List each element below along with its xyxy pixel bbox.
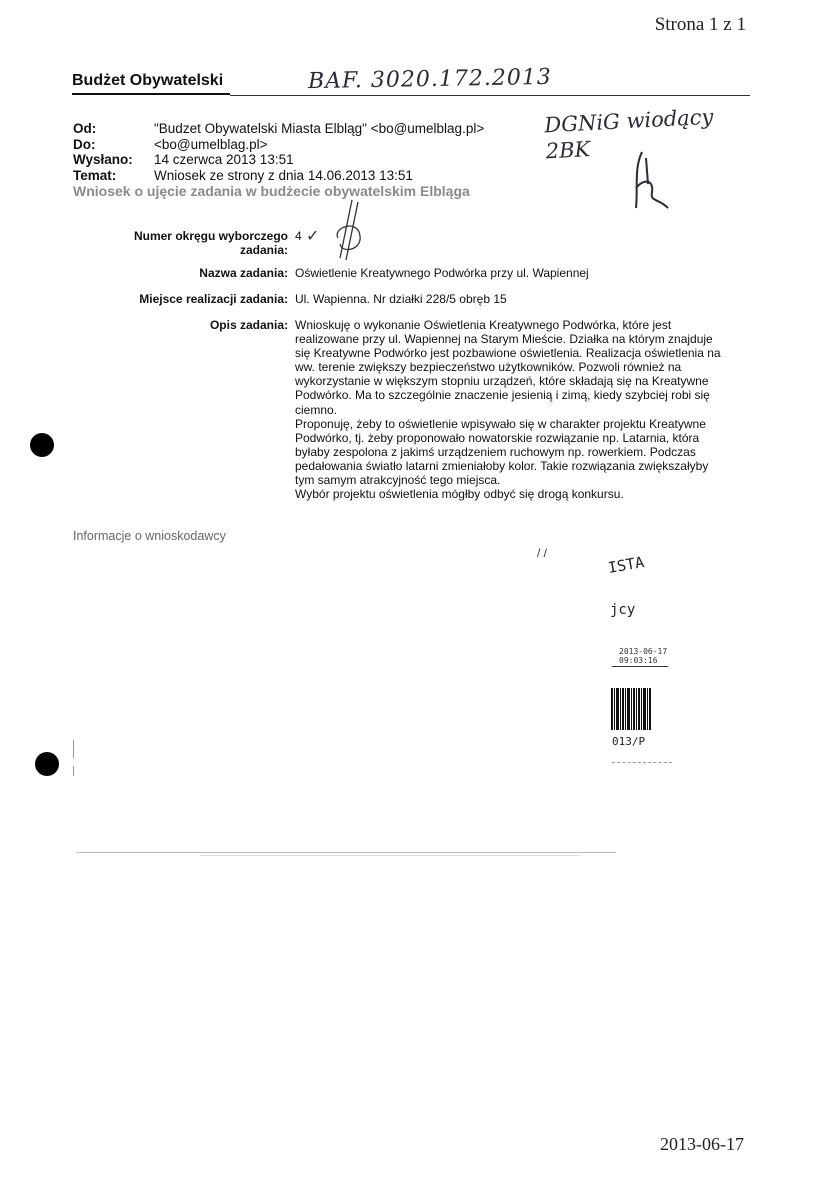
stamp-date bbox=[619, 647, 667, 665]
description-line: realizowane przy ul. Wapiennej na Starym Mieście. Działka na którym znajduje bbox=[295, 332, 713, 347]
form-title: Wniosek o ujęcie zadania w budżecie obywatelskim Elbląga bbox=[73, 183, 470, 199]
task-description-label: Opis zadania: bbox=[209, 318, 288, 332]
stamp-code: 013/P bbox=[612, 735, 646, 748]
description-line: Wnioskuję o wykonanie Oświetlenia Kreatywnego Podwórka, które jest bbox=[295, 318, 672, 332]
stamp-fragment: jcy bbox=[610, 602, 636, 618]
scan-marks bbox=[73, 740, 76, 784]
punch-hole bbox=[35, 752, 59, 776]
email-from-label: Od: bbox=[73, 121, 97, 136]
email-sent-label: Wysłano: bbox=[73, 152, 133, 167]
page-number: Strona 1 z 1 bbox=[654, 14, 746, 35]
description-line: Podwórko. Ma to szczególnie znaczenie jesienią i zimą, kiedy szybciej robi się bbox=[295, 388, 710, 403]
email-from-row bbox=[73, 121, 484, 137]
print-date: 2013-06-17 bbox=[660, 1134, 744, 1154]
check-mark: ✓ bbox=[306, 228, 320, 245]
email-sent-value: 14 czerwca 2013 13:51 bbox=[154, 152, 294, 167]
document-title: Budżet Obywatelski bbox=[72, 72, 224, 89]
email-from-value: "Budzet Obywatelski Miasta Elbląg" <bo@umelblag.pl> bbox=[154, 121, 485, 136]
applicant-info-heading: Informacje o wnioskodawcy bbox=[73, 529, 226, 543]
pen-scribble bbox=[328, 198, 368, 268]
description-line: byłaby zespolona z jakimś urządzeniem ruchowym np. rowerkiem. Podczas bbox=[295, 444, 696, 459]
barcode-icon bbox=[611, 688, 651, 730]
stamp-fragment: ISTA bbox=[606, 553, 646, 577]
description-line: Wybór projektu oświetlenia mógłby odbyć się drogą konkursu. bbox=[295, 487, 624, 502]
stamp-dash bbox=[612, 762, 672, 763]
email-to-row bbox=[73, 137, 484, 153]
description-line: się Kreatywne Podwórko jest pozbawione oświetlenia. Realizacja oświetlenia na bbox=[295, 346, 721, 361]
handwritten-note-line: DGNiG wiodący bbox=[543, 104, 714, 138]
district-label: Numer okręgu wyborczego zadania: bbox=[133, 229, 288, 257]
task-location-label: Miejsce realizacji zadania: bbox=[139, 292, 288, 306]
punch-hole bbox=[30, 433, 54, 457]
signature-mark bbox=[628, 148, 678, 218]
description-line: pedałowania światło latarni zmieniałoby kolor. Takie rozwiązania zwiększałyby bbox=[295, 458, 709, 473]
handwritten-note-line: 2BK bbox=[545, 137, 591, 164]
district-value: 4 bbox=[295, 229, 302, 243]
email-subject-label: Temat: bbox=[73, 167, 117, 183]
description-line: ww. terenie zwiększy bezpieczeństwo użytkowników. Pozwoli również na bbox=[295, 360, 682, 375]
email-subject-row bbox=[73, 168, 484, 184]
header-rule bbox=[230, 95, 750, 96]
email-subject-value: Wniosek ze strony z dnia 14.06.2013 13:51 bbox=[154, 167, 413, 183]
description-line: ciemno. bbox=[295, 402, 338, 417]
email-sent-row bbox=[73, 152, 484, 168]
tick-marks: / / bbox=[537, 546, 548, 560]
email-header bbox=[73, 121, 484, 183]
scan-mark bbox=[73, 740, 74, 758]
stamp-rule bbox=[612, 666, 668, 667]
task-name-value: Oświetlenie Kreatywnego Podwórka przy ul. Wapiennej bbox=[295, 266, 589, 280]
fold-line bbox=[76, 852, 616, 853]
title-underline bbox=[72, 93, 230, 95]
task-name-label: Nazwa zadania: bbox=[199, 266, 288, 280]
scan-mark bbox=[73, 766, 74, 776]
email-to-value: <bo@umelblag.pl> bbox=[154, 136, 268, 152]
email-to-label: Do: bbox=[73, 136, 96, 152]
stamp-date-line: 2013-06-17 bbox=[619, 647, 668, 656]
description-line: tym samym atrakcyjność tego miejsca. bbox=[295, 473, 501, 488]
description-line: wykorzystanie w większym stopniu urządzeń, które składają się na Kreatywne bbox=[295, 374, 709, 389]
handwritten-reference-number: BAF. 3020.172.2013 bbox=[307, 64, 553, 95]
description-line: Proponuję, żeby to oświetlenie wpisywało się w charakter projektu Kreatywne bbox=[295, 416, 706, 431]
description-line: Podwórko, tj. żeby proponowało nowatorskie rozwiązanie np. Latarnia, która bbox=[295, 430, 700, 445]
task-location-value: Ul. Wapienna. Nr działki 228/5 obręb 15 bbox=[295, 292, 507, 306]
stamp-time-line: 09:03:16 bbox=[619, 656, 658, 665]
task-description-value bbox=[295, 318, 750, 501]
fold-line bbox=[200, 855, 580, 856]
